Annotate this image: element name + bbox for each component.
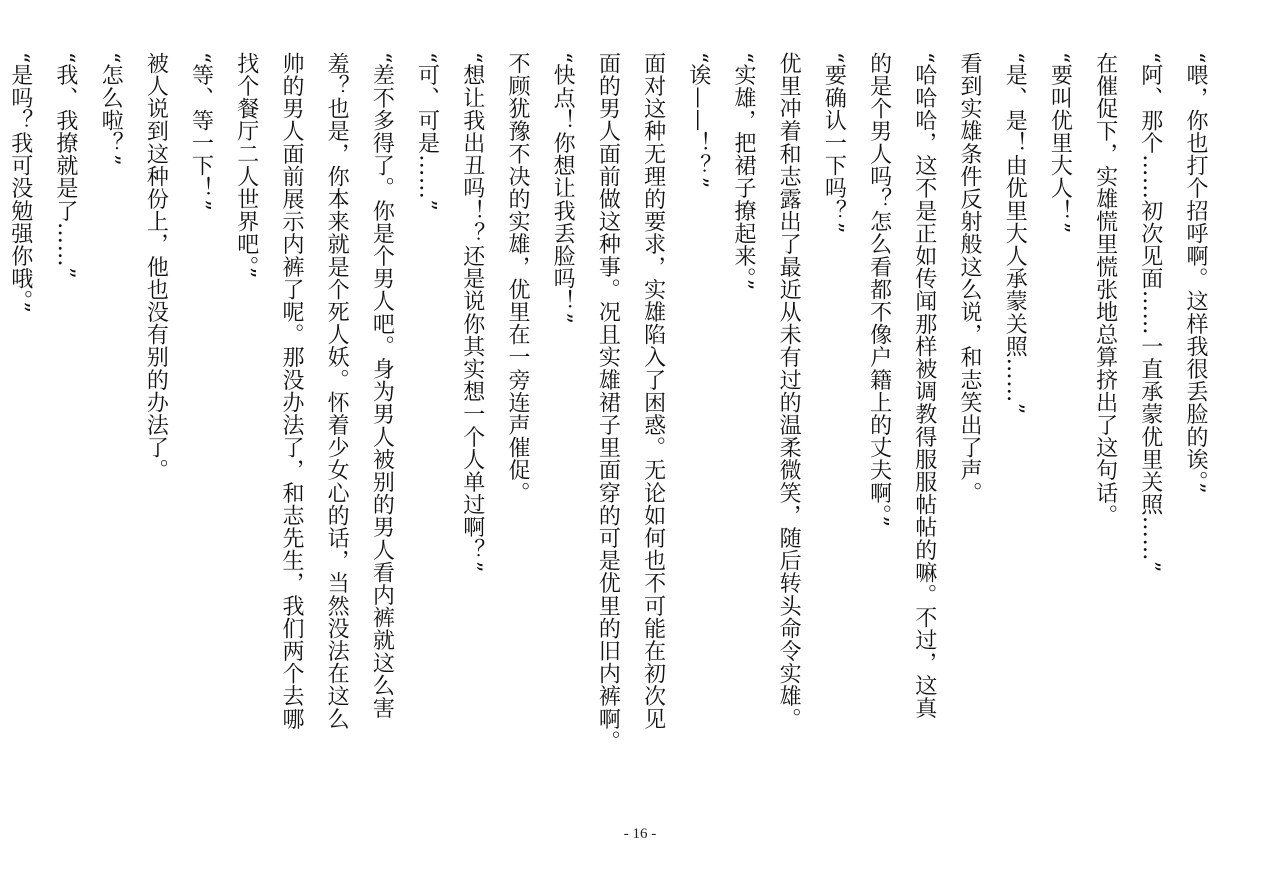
text-line: “可、可是……” bbox=[414, 52, 440, 212]
text-line: “要叫优里大人！” bbox=[1047, 52, 1073, 234]
text-line: 优里冲着和志露出了最近从未有过的温柔微笑，随后转头命令实雄。 bbox=[776, 52, 802, 730]
text-line: “阿、那个……初次见面……一直承蒙优里关照……” bbox=[1137, 52, 1163, 573]
text-line: 不顾犹豫不决的实雄，优里在一旁连声催促。 bbox=[504, 52, 530, 504]
text-line: 被人说到这种份上，他也没有别的办法了。 bbox=[143, 52, 169, 482]
text-line: “实雄，把裙子撩起来。” bbox=[730, 52, 756, 291]
text-line: 在催促下，实雄慌里慌张地总算挤出了这句话。 bbox=[1092, 52, 1118, 527]
text-line: “是、是！由优里大人承蒙关照……” bbox=[1002, 52, 1028, 415]
text-line: “要确认一下吗？” bbox=[821, 52, 847, 234]
text-line: 羞？也是，你本来就是个死人妖。怀着少女心的话，当然没法在这么 bbox=[324, 52, 350, 730]
text-line: 帅的男人面前展示内裤了呢。那没办法了，和志先生，我们两个去哪 bbox=[278, 52, 304, 730]
text-line: “是吗？我可没勉强你哦。” bbox=[7, 52, 33, 314]
text-line: “喂，你也打个招呼啊。这样我很丢脸的诶。” bbox=[1183, 52, 1208, 495]
text-line: “等、等一下！” bbox=[188, 52, 214, 212]
text-line: “诶——！？” bbox=[685, 52, 711, 189]
text-line: 看到实雄条件反射般这么说，和志笑出了声。 bbox=[956, 52, 982, 504]
text-line: “快点！你想让我丢脸吗！” bbox=[550, 52, 576, 325]
vertical-text-block bbox=[7, 52, 1218, 830]
text-line: “我、我撩就是了……” bbox=[52, 52, 78, 280]
text-line: “怎么啦？” bbox=[98, 52, 124, 167]
text-line: 面对这种无理的要求，实雄陷入了困惑。无论如何也不可能在初次见 bbox=[640, 52, 666, 730]
text-line: “哈哈哈，这不是正如传闻那样被调教得服服帖帖的嘛。不过，这真 bbox=[911, 52, 937, 720]
text-line: 的是个男人吗？怎么看都不像户籍上的丈夫啊。” bbox=[866, 52, 892, 528]
text-line: 面的男人面前做这种事。况且实雄裙子里面穿的可是优里的旧内裤啊。 bbox=[595, 52, 621, 753]
page-number: - 16 - bbox=[623, 826, 657, 842]
text-line: “想让我出丑吗！？还是说你其实想一个人单过啊？” bbox=[459, 52, 485, 573]
text-line: “差不多得了。你是个男人吧。身为男人被别的男人看内裤就这么害 bbox=[369, 52, 395, 720]
text-line: 找个餐厅二人世界吧。” bbox=[233, 52, 259, 279]
